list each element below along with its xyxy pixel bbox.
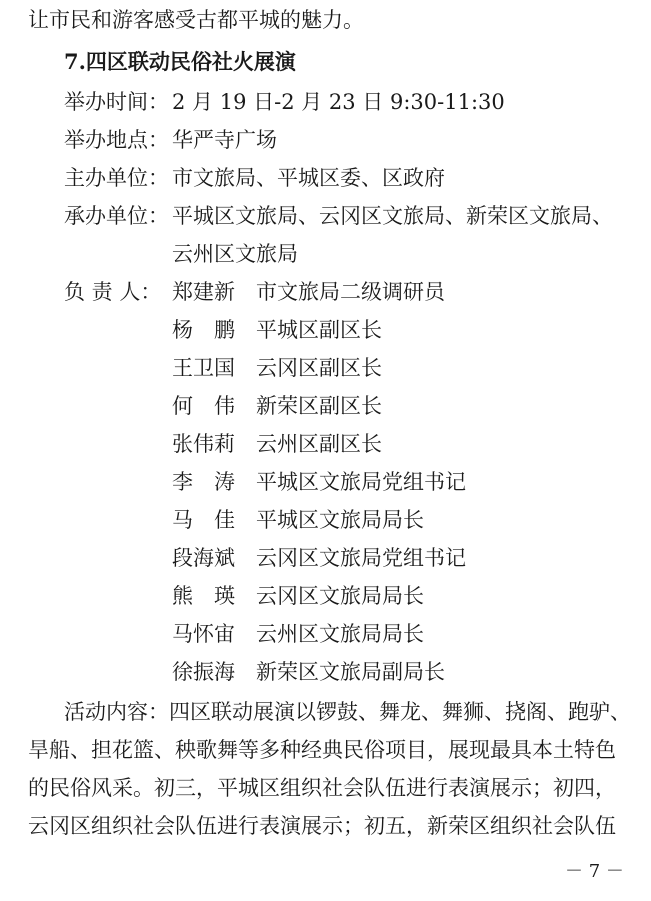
person-name: 李 涛	[172, 470, 235, 494]
person-title: 云冈区文旅局党组书记	[256, 546, 466, 570]
place-value: 华严寺广场	[172, 128, 277, 152]
content-paragraph-line: 活动内容：四区联动展演以锣鼓、舞龙、舞狮、挠阁、跑驴、	[64, 700, 631, 724]
person-title: 云州区副区长	[256, 432, 382, 456]
person-name: 郑建新	[172, 280, 235, 304]
person-name: 马怀宙	[172, 622, 235, 646]
host-label: 主办单位：	[64, 166, 169, 190]
intro-tail-text: 让市民和游客感受古都平城的魅力。	[28, 8, 364, 32]
content-paragraph-line: 旱船、担花篮、秧歌舞等多种经典民俗项目，展现最具本土特色	[28, 738, 616, 762]
person-name: 何 伟	[172, 394, 235, 418]
person-name: 马 佳	[172, 508, 235, 532]
person-name: 熊 瑛	[172, 584, 235, 608]
content-paragraph-line: 的民俗风采。初三，平城区组织社会队伍进行表演展示；初四，	[28, 776, 616, 800]
section-title: 7.四区联动民俗社火展演	[64, 49, 296, 74]
place-label: 举办地点：	[64, 128, 169, 152]
time-label: 举办时间：	[64, 90, 169, 114]
person-title: 新荣区文旅局副局长	[256, 660, 445, 684]
organizer-value-line2: 云州区文旅局	[172, 242, 298, 266]
responsible-label: 负 责 人：	[64, 280, 162, 304]
page-number: － 7 －	[565, 861, 624, 882]
organizer-value-line1: 平城区文旅局、云冈区文旅局、新荣区文旅局、	[172, 204, 613, 228]
host-value: 市文旅局、平城区委、区政府	[172, 166, 445, 190]
person-title: 平城区文旅局局长	[256, 508, 424, 532]
person-name: 张伟莉	[172, 432, 235, 456]
person-name: 段海斌	[172, 546, 235, 570]
time-value: 2 月 19 日-2 月 23 日 9:30-11:30	[172, 90, 505, 114]
person-name: 杨 鹏	[172, 318, 235, 342]
person-title: 平城区副区长	[256, 318, 382, 342]
organizer-label: 承办单位：	[64, 204, 169, 228]
person-name: 徐振海	[172, 660, 235, 684]
content-paragraph-line: 云冈区组织社会队伍进行表演展示；初五，新荣区组织社会队伍	[28, 814, 616, 838]
person-title: 云州区文旅局局长	[256, 622, 424, 646]
person-title: 云冈区文旅局局长	[256, 584, 424, 608]
person-name: 王卫国	[172, 356, 235, 380]
person-title: 平城区文旅局党组书记	[256, 470, 466, 494]
person-title: 云冈区副区长	[256, 356, 382, 380]
person-title: 新荣区副区长	[256, 394, 382, 418]
person-title: 市文旅局二级调研员	[256, 280, 445, 304]
